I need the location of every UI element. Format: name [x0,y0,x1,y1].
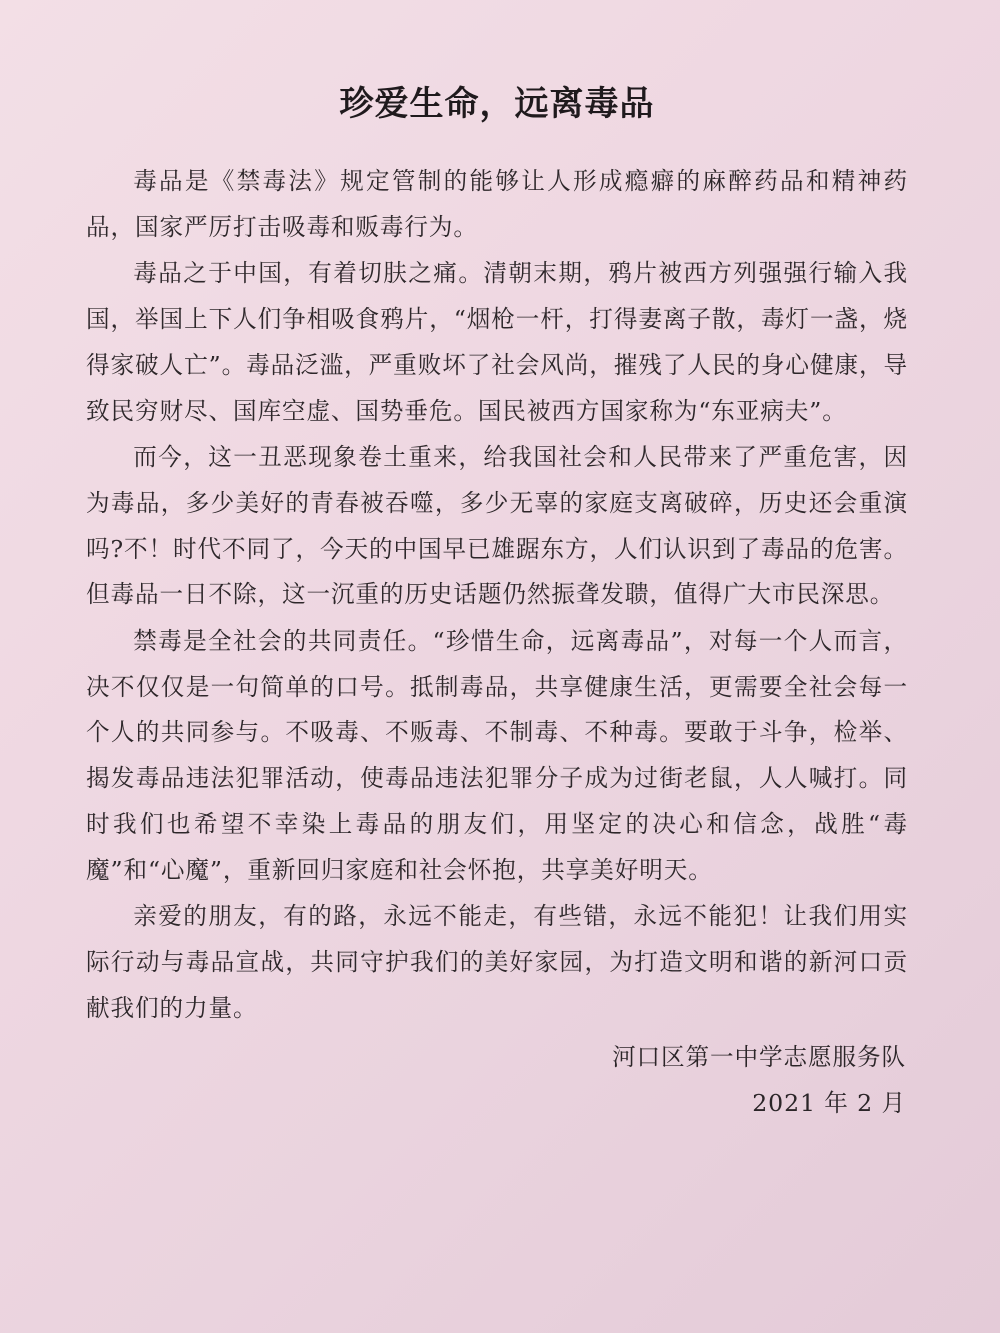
paragraph-2: 毒品之于中国，有着切肤之痛。清朝末期，鸦片被西方列强强行输入我国，举国上下人们争相吸食鸦片，“烟枪一杆，打得妻离子散，毒灯一盏，烧得家破人亡”。毒品泛滥，严重败坏了社会风尚，摧残了人民的身心健康，导致民穷财尽、国库空虚、国势垂危。国民被西方国家称为“东亚病夫”。 [86,259,908,425]
paragraph-1: 毒品是《禁毒法》规定管制的能够让人形成瘾癖的麻醉药品和精神药品，国家严厉打击吸毒和贩毒行为。 [86,167,908,241]
paragraph-5: 亲爱的朋友，有的路，永远不能走，有些错，永远不能犯！让我们用实际行动与毒品宣战，共同守护我们的美好家园，为打造文明和谐的新河口贡献我们的力量。 [86,902,908,1022]
document-title: 珍爱生命，远离毒品 [339,84,655,124]
paragraph-3: 而今，这一丑恶现象卷土重来，给我国社会和人民带来了严重危害，因为毒品，多少美好的青春被吞噬，多少无辜的家庭支离破碎，历史还会重演吗?不！时代不同了，今天的中国早已雄踞东方，人们认识到了毒品的危害。但毒品一日不除，这一沉重的历史话题仍然振聋发聩，值得广大市民深思。 [86,443,908,609]
paragraph-4: 禁毒是全社会的共同责任。“珍惜生命，远离毒品”，对每一个人而言，决不仅仅是一句简单的口号。抵制毒品，共享健康生活，更需要全社会每一个人的共同参与。不吸毒、不贩毒、不制毒、不种毒。要敢于斗争，检举、揭发毒品违法犯罪活动，使毒品违法犯罪分子成为过街老鼠，人人喊打。同时我们也希望不幸染上毒品的朋友们，用坚定的决心和信念，战胜“毒魔”和“心魔”，重新回归家庭和社会怀抱，共享美好明天。 [86,627,908,884]
date: 2021 年 2 月 [752,1089,906,1118]
signature: 河口区第一中学志愿服务队 [612,1043,906,1072]
